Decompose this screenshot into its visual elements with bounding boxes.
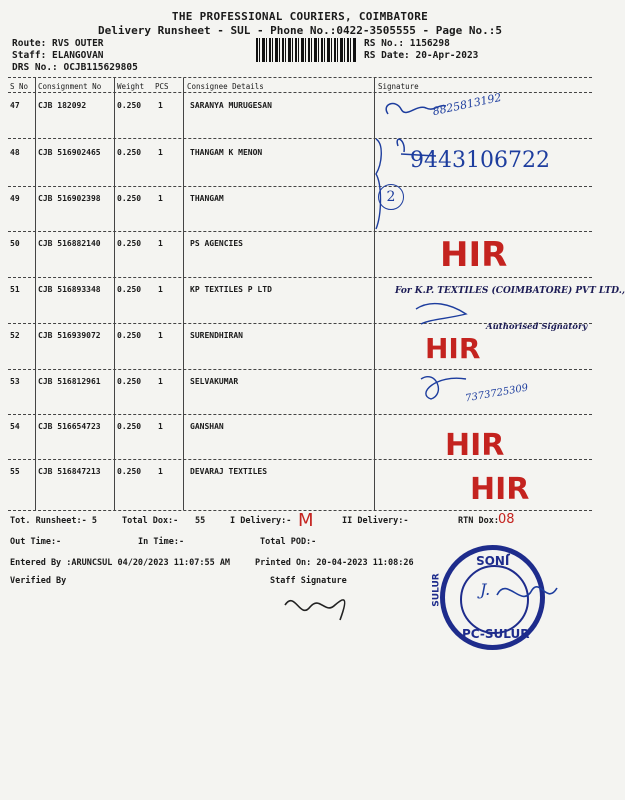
route: Route: RVS OUTER [12, 38, 104, 49]
row-weight: 0.250 [117, 422, 142, 431]
i-delivery-label: I Delivery:- [230, 516, 292, 526]
row-pcs: 1 [158, 148, 163, 157]
row-weight: 0.250 [117, 148, 142, 157]
row-sno: 47 [10, 101, 20, 110]
row-pcs: 1 [158, 422, 163, 431]
hir-mark: HIR [470, 472, 530, 507]
col-weight: Weight [117, 82, 145, 91]
col-signature: Signature [378, 82, 419, 91]
row-sno: 48 [10, 148, 20, 157]
row-sno: 52 [10, 331, 20, 340]
row-consignee: THANGAM K MENON [190, 148, 263, 157]
barcode [256, 38, 356, 62]
row-consignee: PS AGENCIES [190, 239, 243, 248]
i-delivery-value: M [298, 510, 314, 531]
row-consignment: CJB 516654723 [38, 422, 101, 431]
seal-initials: J. [480, 580, 491, 599]
hir-mark: HIR [440, 235, 508, 275]
row-weight: 0.250 [117, 377, 142, 386]
hir-mark: HIR [425, 332, 481, 365]
row-weight: 0.250 [117, 331, 142, 340]
row-consignee: DEVARAJ TEXTILES [190, 467, 268, 476]
total-pod: Total POD:- [260, 537, 317, 547]
verified-by: Verified By [10, 576, 67, 586]
header-rule [8, 92, 592, 93]
row-pcs: 1 [158, 467, 163, 476]
seal-bottom-text: PC-SULUR [462, 627, 530, 641]
signature-stroke [421, 377, 466, 399]
signature-stroke [285, 600, 345, 620]
signature-stroke [416, 304, 466, 324]
col-consignee: Consignee Details [187, 82, 264, 91]
row-consignee: GANSHAN [190, 422, 224, 431]
entered-by: Entered By :ARUNCSUL 04/20/2023 11:07:55 AM [10, 558, 231, 568]
ii-delivery-label: II Delivery:- [342, 516, 409, 526]
row-consignee: SELVAKUMAR [190, 377, 239, 386]
seal-top-text: JNOS [476, 553, 510, 567]
handwritten-circled-number: 2 [378, 184, 404, 210]
row-pcs: 1 [158, 101, 163, 110]
row-consignment: CJB 516847213 [38, 467, 101, 476]
signature-stroke [497, 587, 557, 597]
drs-number: DRS No.: OCJB115629805 [12, 62, 138, 73]
row-consignment: CJB 516882140 [38, 239, 101, 248]
row-consignment: CJB 516812961 [38, 377, 101, 386]
row-pcs: 1 [158, 239, 163, 248]
printed-on: Printed On: 20-04-2023 11:08:26 [255, 558, 414, 568]
row-sno: 51 [10, 285, 20, 294]
total-dox-value: 55 [195, 516, 206, 526]
total-runsheet: Tot. Runsheet:- 5 [10, 516, 97, 526]
row-sno: 49 [10, 194, 20, 203]
row-weight: 0.250 [117, 194, 142, 203]
row-consignment: CJB 516902398 [38, 194, 101, 203]
row-pcs: 1 [158, 331, 163, 340]
seal-side-text: SULUR [431, 573, 442, 607]
rs-date: RS Date: 20-Apr-2023 [364, 50, 479, 61]
col-divider [374, 78, 375, 510]
hir-mark: HIR [445, 428, 505, 463]
table-top-rule [8, 77, 592, 78]
rtn-dox-label: RTN Dox: [458, 516, 499, 526]
rs-number: RS No.: 1156298 [364, 38, 450, 49]
row-pcs: 1 [158, 194, 163, 203]
in-time: In Time:- [138, 537, 185, 547]
row-consignee: THANGAM [190, 194, 224, 203]
seal-signature [492, 570, 562, 620]
staff-signature [280, 585, 360, 625]
row-consignee: SARANYA MURUGESAN [190, 101, 272, 110]
col-divider [114, 78, 115, 510]
row-consignee: SURENDHIRAN [190, 331, 243, 340]
row-sno: 54 [10, 422, 20, 431]
handwritten-phone-3: 7373725309 [464, 382, 530, 405]
staff-signature-label: Staff Signature [270, 576, 347, 586]
col-pcs: PCS [155, 82, 169, 91]
row-sno: 50 [10, 239, 20, 248]
row-weight: 0.250 [117, 239, 142, 248]
handwritten-phone-1: 8825813192 [431, 90, 503, 119]
row-sno: 55 [10, 467, 20, 476]
row-consignment: CJB 516939072 [38, 331, 101, 340]
row-consignee: KP TEXTILES P LTD [190, 285, 272, 294]
row-weight: 0.250 [117, 467, 142, 476]
total-dox-label: Total Dox:- [122, 516, 179, 526]
out-time: Out Time:- [10, 537, 62, 547]
col-consignment: Consignment No [38, 82, 102, 91]
col-divider [183, 78, 184, 510]
company-stamp: For K.P. TEXTILES (COIMBATORE) PVT LTD., [395, 286, 625, 296]
row-consignment: CJB 516902465 [38, 148, 101, 157]
row-weight: 0.250 [117, 101, 142, 110]
authorised-signatory: Authorised Signatory [486, 322, 588, 332]
company-name: THE PROFESSIONAL COURIERS, COIMBATORE [171, 10, 429, 23]
handwritten-phone-2: 9443106722 [410, 148, 550, 173]
row-weight: 0.250 [117, 285, 142, 294]
rtn-dox-value: 08 [498, 512, 515, 527]
col-sno: S No [10, 82, 29, 91]
row-consignment: CJB 182092 [38, 101, 87, 110]
runsheet-title: Delivery Runsheet - SUL - Phone No.:0422-3505555 - Page No.:5 [98, 24, 502, 37]
row-sno: 53 [10, 377, 20, 386]
row-pcs: 1 [158, 377, 163, 386]
staff: Staff: ELANGOVAN [12, 50, 104, 61]
row-consignment: CJB 516893348 [38, 285, 101, 294]
row-pcs: 1 [158, 285, 163, 294]
col-divider [35, 78, 36, 510]
bracket-stroke [376, 139, 381, 229]
